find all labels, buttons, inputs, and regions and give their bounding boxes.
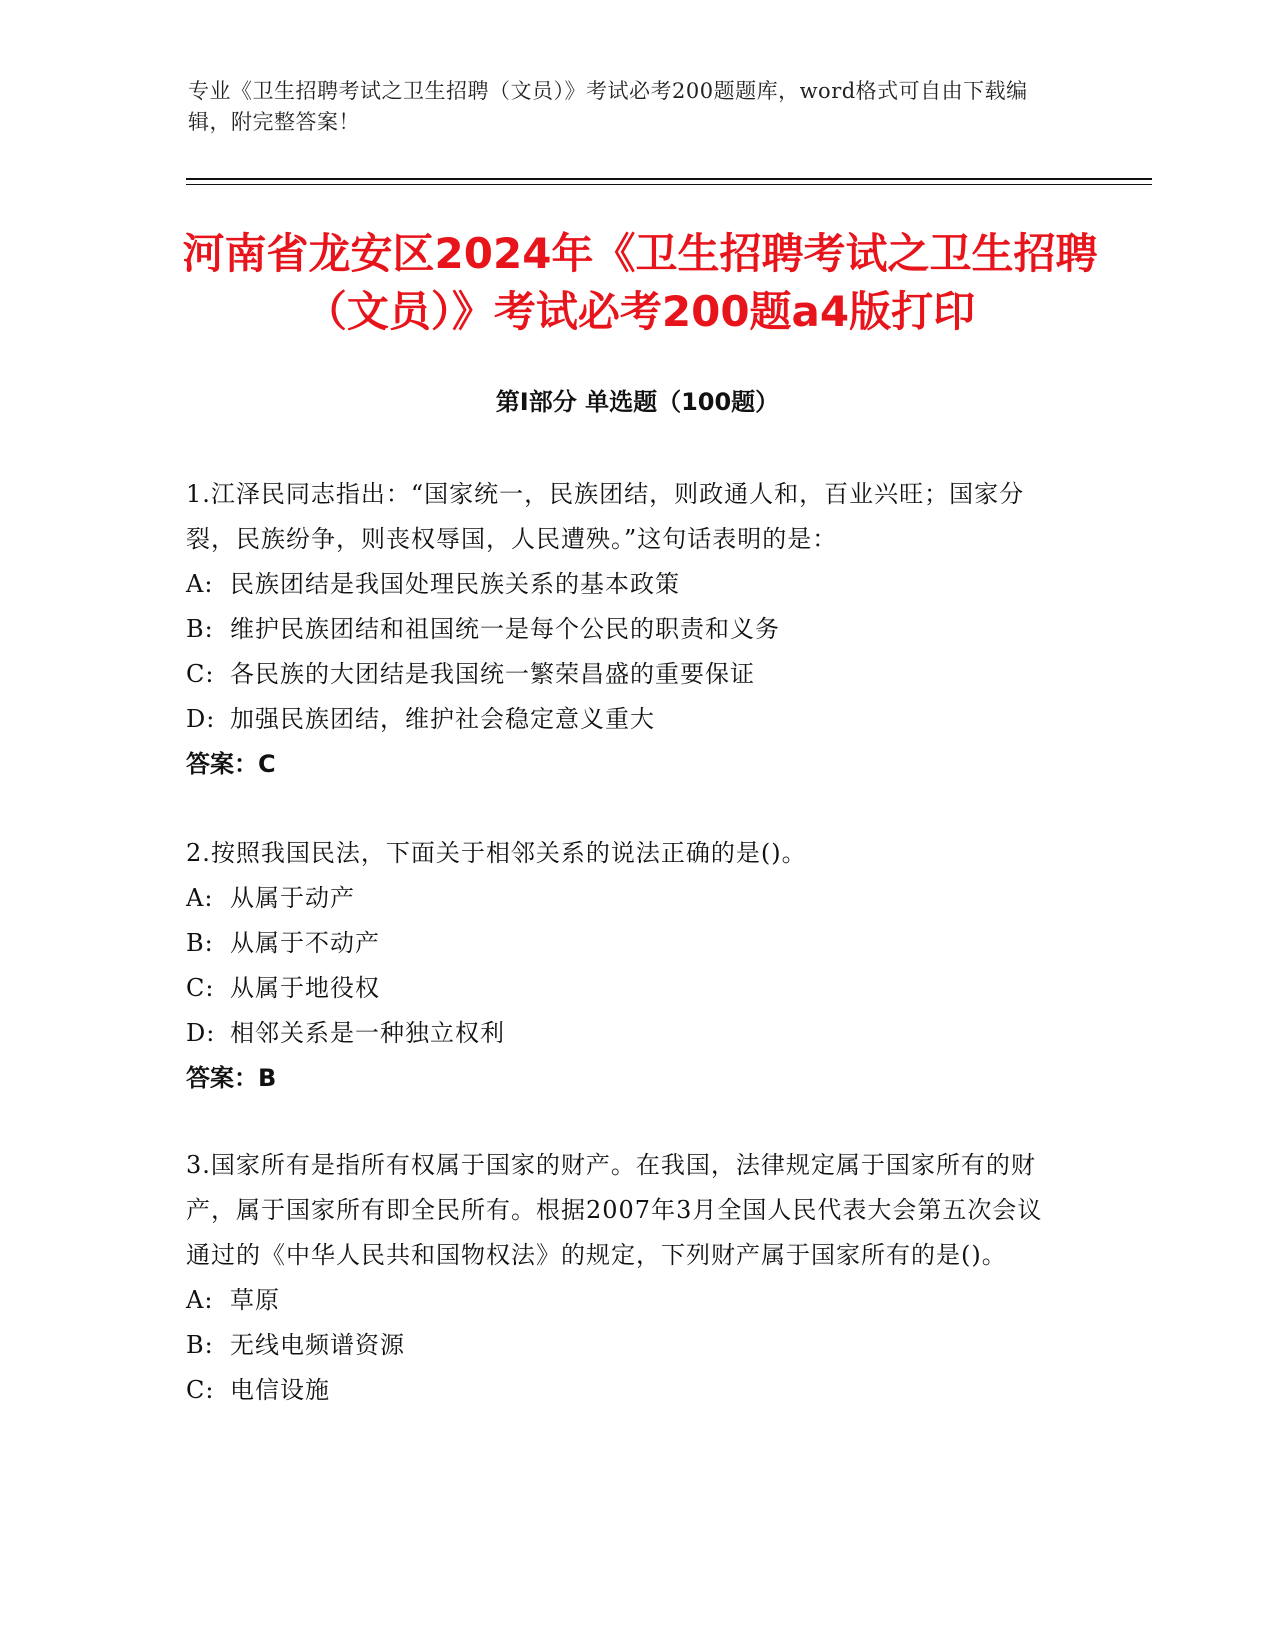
answer-line: 答案：B [186,1064,277,1092]
option-text: 从属于动产 [230,884,355,912]
option-text: 相邻关系是一种独立权利 [230,1019,505,1047]
option-key: A: [186,884,214,912]
option-text: 无线电频谱资源 [230,1331,405,1359]
question-3 [186,1143,1066,1413]
option-key: C: [186,974,215,1002]
option-key: D: [186,1019,216,1047]
option-text: 从属于不动产 [230,929,380,957]
option-d [186,697,1066,742]
question-text: 1.江泽民同志指出：“国家统一，民族团结，则政通人和，百业兴旺；国家分裂，民族纷争，则丧权辱国，人民遭殃。”这句话表明的是： [186,480,1025,553]
question-1 [186,472,1066,787]
option-key: B: [186,615,214,643]
option-text: 草原 [230,1286,280,1314]
option-key: A: [186,1286,214,1314]
question-text: 2.按照我国民法，下面关于相邻关系的说法正确的是()。 [186,839,807,867]
option-text: 从属于地役权 [230,974,380,1002]
question-2 [186,831,1066,1101]
option-b [186,1323,1066,1368]
option-key: B: [186,929,214,957]
option-a [186,562,1066,607]
section-heading: 第Ⅰ部分 单选题（100题） [495,388,780,416]
option-key: A: [186,570,214,598]
option-c [186,652,1066,697]
option-key: C: [186,1376,215,1404]
answer-line: 答案：C [186,750,276,778]
option-d [186,1011,1066,1056]
option-text: 电信设施 [230,1376,330,1404]
option-a [186,1278,1066,1323]
option-key: B: [186,1331,214,1359]
header-note: 专业《卫生招聘考试之卫生招聘（文员）》考试必考200题题库，word格式可自由下载编辑，附完整答案！ [188,79,1028,134]
option-key: D: [186,705,216,733]
option-a [186,876,1066,921]
header-divider-thin [186,184,1152,185]
option-text: 民族团结是我国处理民族关系的基本政策 [230,570,680,598]
option-c [186,966,1066,1011]
option-key: C: [186,660,215,688]
option-b [186,607,1066,652]
option-text: 加强民族团结，维护社会稳定意义重大 [230,705,655,733]
option-c [186,1368,1066,1413]
option-b [186,921,1066,966]
header-divider-thick [186,178,1152,180]
option-text: 维护民族团结和祖国统一是每个公民的职责和义务 [230,615,780,643]
option-text: 各民族的大团结是我国统一繁荣昌盛的重要保证 [230,660,755,688]
document-title: 河南省龙安区2024年《卫生招聘考试之卫生招聘（文员）》考试必考200题a4版打印 [182,229,1098,336]
question-text: 3.国家所有是指所有权属于国家的财产。在我国，法律规定属于国家所有的财产，属于国家所有即全民所有。根据2007年3月全国人民代表大会第五次会议通过的《中华人民共和国物权法》的规定，下列财产属于国家所有的是()。 [186,1151,1043,1269]
